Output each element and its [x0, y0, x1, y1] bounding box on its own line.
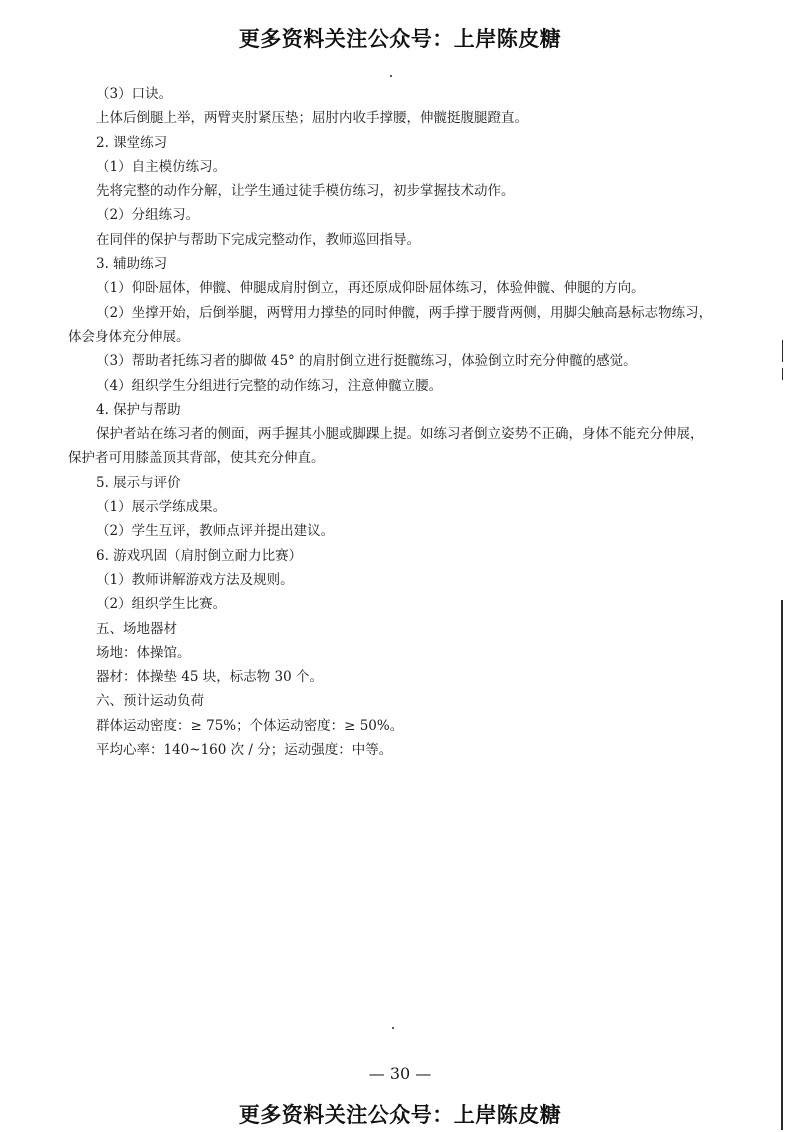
text-line: 上体后倒腿上举，两臂夹肘紧压垫；屈肘内收手撑腰，伸髋挺腹腿蹬直。 — [96, 110, 528, 127]
chapter-heading: 五、场地器材 — [96, 620, 177, 637]
text-line-continuation: 保护者可用膝盖顶其背部，使其充分伸直。 — [68, 450, 325, 467]
text-line: （3）口诀。 — [96, 86, 173, 102]
text-line: （2）坐撑开始，后倒举腿，两臂用力撑垫的同时伸髋，两手撑于腰背两侧，用脚尖触高悬标志物练习， — [96, 304, 713, 321]
scan-edge-line — [781, 600, 783, 1130]
section-heading: 5. 展示与评价 — [96, 474, 181, 491]
text-line: （1）仰卧屈体，伸髋、伸腿成肩肘倒立，再还原成仰卧屈体练习，体验伸髋、伸腿的方向。 — [96, 280, 645, 297]
scan-edge-mark — [782, 340, 783, 362]
text-line: （4）组织学生分组进行完整的动作练习，注意伸髋立腰。 — [96, 377, 443, 394]
section-heading: 2. 课堂练习 — [96, 134, 168, 151]
text-line: 场地：体操馆。 — [96, 644, 191, 661]
section-heading: 3. 辅助练习 — [96, 256, 168, 273]
watermark-bottom: 更多资料关注公众号：上岸陈皮糖 — [238, 1103, 562, 1127]
text-line: 在同伴的保护与帮助下完成完整动作，教师巡回指导。 — [96, 231, 420, 248]
text-line: 先将完整的动作分解，让学生通过徒手模仿练习，初步掌握技术动作。 — [96, 183, 515, 200]
section-heading: 6. 游戏巩固（肩肘倒立耐力比赛） — [96, 547, 303, 564]
document-body — [0, 82, 800, 762]
text-line: （2）分组练习。 — [96, 207, 200, 224]
scan-edge-mark — [782, 368, 783, 380]
text-line: 群体运动密度：≥ 75%；个体运动密度：≥ 50%。 — [96, 717, 404, 734]
scan-speck — [392, 1027, 394, 1029]
chapter-heading: 六、预计运动负荷 — [96, 693, 204, 710]
page-number: — 30 — — [368, 1064, 432, 1083]
section-heading: 4. 保护与帮助 — [96, 401, 181, 418]
text-line: 器材：体操垫 45 块，标志物 30 个。 — [96, 669, 324, 686]
text-line: （1）展示学练成果。 — [96, 499, 227, 516]
text-line: （1）教师讲解游戏方法及规则。 — [96, 571, 294, 588]
watermark-top: 更多资料关注公众号：上岸陈皮糖 — [238, 27, 562, 51]
text-line: （1）自主模仿练习。 — [96, 158, 227, 175]
text-line: （2）学生互评，教师点评并提出建议。 — [96, 523, 335, 540]
text-line: （3）帮助者托练习者的脚做 45° 的肩肘倒立进行挺髋练习，体验倒立时充分伸髋的感觉。 — [96, 353, 637, 370]
text-line: 保护者站在练习者的侧面，两手握其小腿或脚踝上提。如练习者倒立姿势不正确，身体不能充分伸展， — [96, 426, 704, 443]
text-line-continuation: 体会身体充分伸展。 — [68, 328, 190, 345]
scan-speck — [390, 75, 392, 77]
text-line: （2）组织学生比赛。 — [96, 596, 227, 613]
text-line: 平均心率：140~160 次 / 分；运动强度：中等。 — [96, 742, 393, 759]
